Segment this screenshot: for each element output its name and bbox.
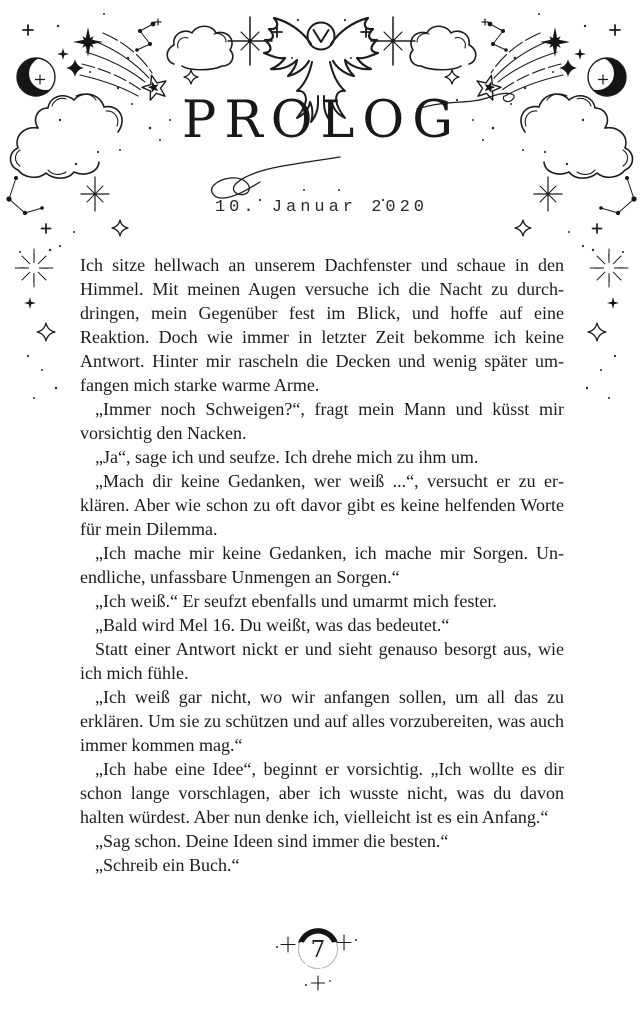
prologue-text: [80, 253, 564, 877]
sparkle-icon: [276, 937, 300, 952]
paragraph: „Ich mache mir keine Gedanken, ich mache mir Sorgen. Unendliche, unfassbare Unmengen an Sorgen.“: [80, 543, 564, 587]
plus-sparkle-icon: [57, 48, 69, 60]
page-number-ornament: [276, 928, 357, 990]
crescent-moon-icon: [17, 57, 62, 96]
cloud-icon: [167, 26, 233, 70]
paragraph: „Sag schon. Deine Ideen sind immer die besten.“: [95, 831, 449, 851]
constellation-icon: [135, 19, 161, 52]
paragraph: „Schreib ein Buch.“: [95, 855, 240, 875]
paragraph: Ich sitze hellwach an unserem Dachfenster und schaue in den Himmel. Mit meinen Augen versuche ich die Nacht zu durchdringen, mein Gegenüber fest im Blick, und hoffe auf eine Reaktion. Doch wie immer in letzter Zeit bekomme ich keine Antwort. Hinter mir rascheln die Decken und wenig später umfangen mich starke warme Arme.: [80, 255, 564, 395]
plus-sparkle-icon: [23, 25, 33, 35]
starburst-icon: [15, 249, 53, 287]
plus-sparkle-icon: [42, 224, 51, 233]
sparkle-icon: [66, 59, 84, 77]
sparkle-icon: [37, 323, 55, 341]
paragraph: „Ich weiß.“ Er seufzt ebenfalls und umarmt mich fester.: [95, 591, 497, 611]
paragraph: Statt einer Antwort nickt er und sieht genauso besorgt aus, wie ich mich fühle.: [80, 639, 564, 683]
paragraph: „Ja“, sage ich und seufze. Ich drehe mich zu ihm um.: [95, 447, 479, 467]
paragraph: „Mach dir keine Gedanken, wer weiß ...“, versucht er zu erklären. Aber wie schon zu oft davor gibt es keine helfenden Worte für mein Dilemma.: [80, 471, 564, 539]
paragraph: „Ich habe eine Idee“, beginnt er vorsichtig. „Ich wollte es dir schon lange vorschlagen, aber ich wusste nicht, was du davon halten würdest. Aber nun denke ich, vielleicht ist es ein Anfang.“: [80, 759, 564, 827]
paragraph: „Ich weiß gar nicht, wo wir anfangen sollen, um all das zu erklären. Um sie zu schützen und auf alles vorzubereiten, was auch immer kommen mag.“: [80, 687, 564, 755]
sparkle-icon: [184, 70, 198, 84]
chapter-date: 10. Januar 2020: [214, 198, 429, 217]
paragraph: „Immer noch Schweigen?“, fragt mein Mann und küsst mir vorsichtig den Nacken.: [80, 399, 564, 443]
sparkle-icon: [112, 220, 128, 236]
page-number: 7: [310, 937, 326, 963]
sparkle-icon: [305, 976, 331, 990]
sparkle-icon: [337, 935, 357, 950]
paragraph: „Bald wird Mel 16. Du weißt, was das bedeutet.“: [95, 615, 450, 635]
plus-sparkle-icon: [24, 297, 36, 309]
chapter-title: PROLOG: [182, 91, 461, 150]
